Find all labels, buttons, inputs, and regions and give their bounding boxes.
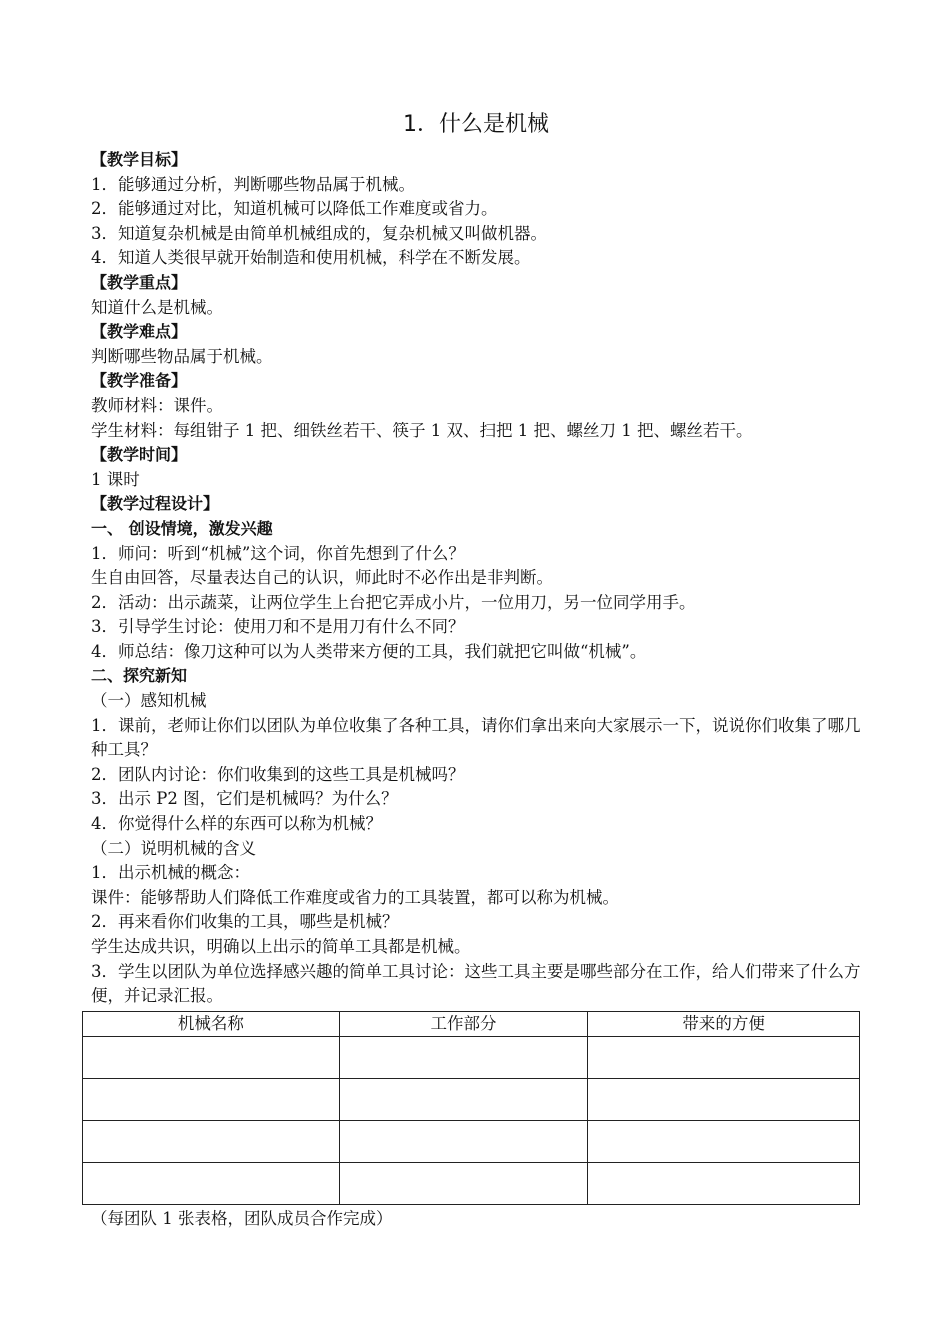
table-cell (339, 1036, 588, 1078)
process-heading: 【教学过程设计】 (91, 494, 220, 514)
table-header-row (83, 1011, 860, 1036)
document-page (91, 108, 861, 1231)
table-note: （每团队 1 张表格，团队成员合作完成） (91, 1208, 393, 1228)
sub2-item: 课件：能够帮助人们降低工作难度或省力的工具装置，都可以称为机械。 (91, 887, 619, 907)
table-header: 带来的方便 (588, 1011, 860, 1036)
sub2-item: 1．出示机械的概念： (91, 863, 250, 883)
goal-item: 3．知道复杂机械是由简单机械组成的，复杂机械又叫做机器。 (91, 223, 547, 243)
sub2-item: 2．再来看你们收集的工具，哪些是机械？ (91, 912, 399, 932)
table-cell (588, 1078, 860, 1120)
difficulty-text: 判断哪些物品属于机械。 (91, 346, 273, 366)
table-row (83, 1036, 860, 1078)
part1-item: 2．活动：出示蔬菜，让两位学生上台把它弄成小片，一位用刀，另一位同学用手。 (91, 592, 696, 612)
table-cell (83, 1036, 340, 1078)
goals-heading: 【教学目标】 (91, 150, 188, 169)
prep-student: 学生材料：每组钳子 1 把、细铁丝若干、筷子 1 双、扫把 1 把、螺丝刀 1 把、螺丝若干。 (91, 420, 753, 440)
table-row (83, 1120, 860, 1162)
sub2-heading: （二）说明机械的含义 (91, 838, 256, 858)
difficulty-heading: 【教学难点】 (91, 322, 188, 342)
part2-heading: 二、探究新知 (91, 666, 188, 686)
sub1-item: 3．出示 P2 图，它们是机械吗？为什么？ (91, 789, 398, 809)
page-title: 1．什么是机械 (403, 112, 549, 137)
table-cell (588, 1036, 860, 1078)
record-table (82, 1011, 860, 1205)
table-cell (339, 1120, 588, 1162)
sub1-item: 1．课前，老师让你们以团队为单位收集了各种工具，请你们拿出来向大家展示一下，说说你们收集了哪几种工具？ (91, 715, 861, 760)
part1-item: 3．引导学生讨论：使用刀和不是用刀有什么不同？ (91, 617, 465, 637)
key-text: 知道什么是机械。 (91, 297, 223, 317)
goal-item: 2．能够通过对比，知道机械可以降低工作难度或省力。 (91, 199, 498, 219)
table-cell (83, 1078, 340, 1120)
time-text: 1 课时 (91, 469, 140, 489)
prep-heading: 【教学准备】 (91, 371, 188, 391)
prep-teacher: 教师材料：课件。 (91, 395, 223, 415)
table-cell (588, 1120, 860, 1162)
sub1-item: 2．团队内讨论：你们收集到的这些工具是机械吗？ (91, 764, 465, 784)
table-cell (588, 1162, 860, 1204)
part1-item: 1．师问：听到“机械”这个词，你首先想到了什么？ (91, 543, 465, 563)
part1-heading: 一、 创设情境，激发兴趣 (91, 518, 273, 538)
part1-item: 4．师总结：像刀这种可以为人类带来方便的工具，我们就把它叫做“机械”。 (91, 641, 647, 661)
goal-item: 4．知道人类很早就开始制造和使用机械，科学在不断发展。 (91, 248, 531, 268)
sub1-item: 4．你觉得什么样的东西可以称为机械？ (91, 814, 382, 834)
sub2-item: 3．学生以团队为单位选择感兴趣的简单工具讨论：这些工具主要是哪些部分在工作，给人们带来了什么方便，并记录汇报。 (91, 961, 861, 1006)
table-cell (83, 1162, 340, 1204)
table-cell (83, 1120, 340, 1162)
part1-item: 生自由回答，尽量表达自己的认识，师此时不必作出是非判断。 (91, 568, 553, 588)
goal-item: 1．能够通过分析，判断哪些物品属于机械。 (91, 174, 415, 194)
table-header: 机械名称 (83, 1011, 340, 1036)
table-row (83, 1078, 860, 1120)
key-heading: 【教学重点】 (91, 272, 188, 292)
sub2-item: 学生达成共识，明确以上出示的简单工具都是机械。 (91, 937, 471, 956)
table-header: 工作部分 (339, 1011, 588, 1036)
table-cell (339, 1078, 588, 1120)
table-row (83, 1162, 860, 1204)
sub1-heading: （一）感知机械 (91, 691, 207, 711)
time-heading: 【教学时间】 (91, 445, 188, 465)
table-cell (339, 1162, 588, 1204)
